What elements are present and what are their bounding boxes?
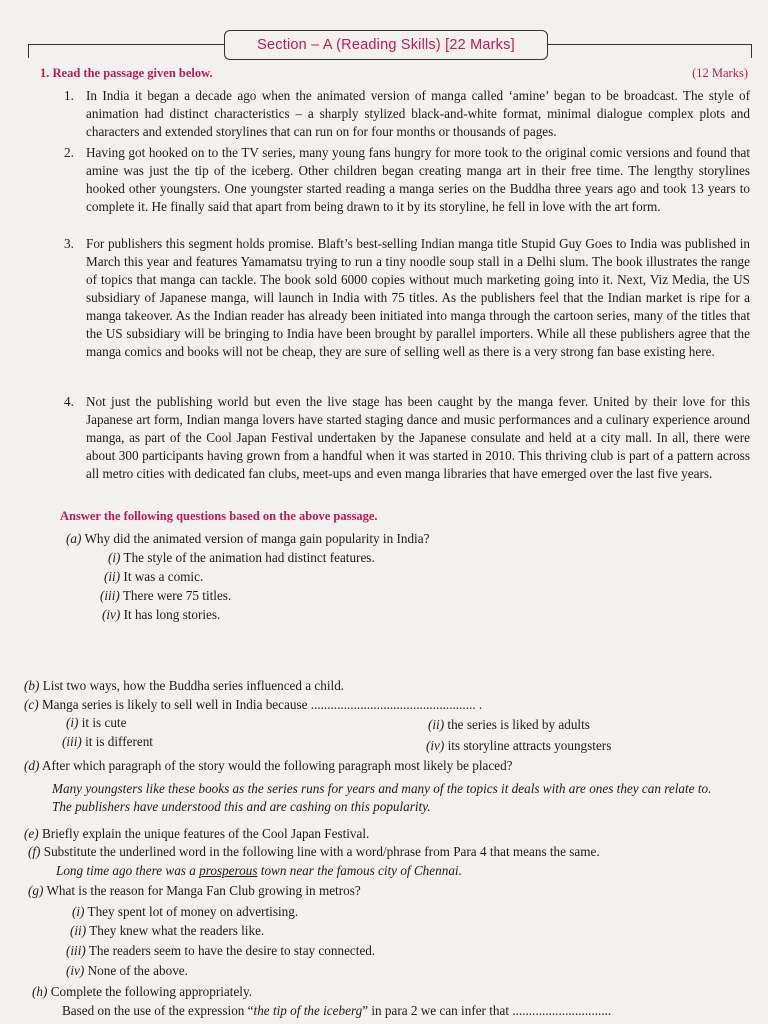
option-text: There were 75 titles. (122, 588, 232, 603)
option-label: (i) (66, 715, 79, 730)
option-label: (ii) (104, 569, 121, 584)
question-f-text: Substitute the underlined word in the following line with a word/phrase from Para 4 that means the same. (43, 844, 600, 859)
passage-paragraph-3 (64, 235, 750, 361)
option-label: (iv) (102, 607, 121, 622)
paragraph-text: In India it began a decade ago when the animated version of manga called ‘amine’ began to be broadcast. The style of animation had distinct characteristics – a sharply stylized black-and-white format, minimal dialogue complex plots and characters and extended storylines that can run on for four months or thousands of pages. (86, 88, 750, 139)
question-g (28, 882, 361, 900)
question-b (24, 677, 344, 695)
header-tick-left (28, 44, 29, 58)
question-f-line-start: Long time ago there was a (56, 863, 200, 878)
question-a (66, 530, 429, 548)
question-f-line-end: town near the famous city of Chennai. (257, 863, 462, 878)
paragraph-number: 2. (64, 145, 74, 160)
question-a-label: (a) (66, 531, 82, 546)
question-c-text: Manga series is likely to sell well in India because .................................................. . (41, 697, 483, 712)
question-e (24, 825, 369, 843)
section-title-box (224, 30, 548, 60)
question-heading (40, 66, 748, 81)
question-d-text: After which paragraph of the story would the following paragraph most likely be placed? (41, 758, 513, 773)
option-label: (i) (108, 550, 121, 565)
question-e-label: (e) (24, 826, 39, 841)
option-label: (i) (72, 904, 85, 919)
option-g-ii[interactable] (70, 922, 264, 940)
option-c-iii[interactable] (62, 733, 153, 751)
paragraph-number: 3. (64, 236, 74, 251)
question-f-line (56, 862, 462, 880)
question-d-label: (d) (24, 758, 40, 773)
underlined-word: prosperous (199, 863, 258, 878)
option-text: The style of the animation had distinct features. (123, 550, 375, 565)
question-f (28, 843, 600, 861)
option-text: They knew what the readers like. (89, 923, 265, 938)
option-label: (iv) (66, 963, 85, 978)
question-c-label: (c) (24, 697, 39, 712)
option-text: it is cute (81, 715, 127, 730)
question-b-label: (b) (24, 678, 40, 693)
option-c-iv[interactable] (426, 737, 611, 755)
header-rule-left (28, 44, 224, 45)
section-title: Section – A (Reading Skills) [22 Marks] (257, 37, 515, 53)
option-a-i[interactable] (108, 549, 375, 567)
question-e-text: Briefly explain the unique features of the Cool Japan Festival. (41, 826, 370, 841)
question-h-text: Complete the following appropriately. (50, 984, 252, 999)
header-tick-right (751, 44, 752, 58)
option-text: None of the above. (87, 963, 188, 978)
option-g-iv[interactable] (66, 962, 188, 980)
passage-paragraph-4 (64, 393, 750, 483)
option-text: it is different (85, 734, 153, 749)
option-label: (iii) (62, 734, 82, 749)
option-label: (iv) (426, 738, 445, 753)
paragraph-text: For publishers this segment holds promise. Blaft’s best-selling Indian manga title Stupid Guy Goes to India was published in March this year and features Yamamatsu trying to run a tiny noodle soup stall in a Delhi slum. The book illustrates the range of topics that manga can tackle. The book sold 6000 copies without much marketing going into it. Next, Viz Media, the US subsidiary of Japanese manga, will launch in India with 75 titles. As the publishers feel that the Indian market is ripe for a manga takeover. As the Indian reader has already been initiated into manga through the cartoon series, many of the titles that the US subsidiary will be bringing to India have been brought by parallel importers. While all these publishers agree that the manga comics and books will not be cheap, they are sure of selling well as there is a very strong fan base existing here. (86, 236, 750, 359)
option-a-ii[interactable] (104, 568, 203, 586)
question-g-label: (g) (28, 883, 44, 898)
option-g-i[interactable] (72, 903, 298, 921)
paragraph-text: Having got hooked on to the TV series, many young fans hungry for more took to the original comic versions and found that amine was just the tip of the iceberg. Other children began creating manga art in their free time. The lengthy storylines hooked other youngsters. One youngster started reading a manga series on the Buddha three years ago and took 13 years to complete it. He finally said that apart from being drawn to it by its storyline, he fell in love with the art form. (86, 145, 750, 214)
question-a-text: Why did the animated version of manga gain popularity in India? (84, 531, 430, 546)
paragraph-number: 4. (64, 394, 74, 409)
paragraph-number: 1. (64, 88, 74, 103)
option-label: (ii) (428, 717, 445, 732)
question-h-line-end: ” in para 2 we can infer that .............................. (362, 1003, 612, 1018)
option-label: (ii) (70, 923, 87, 938)
question-h-line-start: Based on the use of the expression “ (62, 1003, 254, 1018)
paragraph-text: Not just the publishing world but even the live stage has been caught by the manga fever. United by their love for this Japanese art form, Indian manga lovers have started staging dance and music performances and a culinary experience around manga, as part of the Cool Japan Festival undertaken by the Japanese consulate and held at a city mall. In all, there were about 300 participants having grown from a handful when it was started in 2010. This thriving club is part of a pattern across all metro cities with dedicated fan clubs, meet-ups and even manga libraries that have emerged over the last five years. (86, 394, 750, 481)
question-d-quote: Many youngsters like these books as the series runs for years and many of the topics it deals with are ones they can relate to. The publishers have understood this and are cashing on this popularity. (52, 781, 712, 814)
passage-paragraph-2 (64, 144, 750, 216)
question-c (24, 696, 482, 714)
option-text: the series is liked by adults (447, 717, 590, 732)
passage-paragraph-1 (64, 87, 750, 141)
option-text: The readers seem to have the desire to stay connected. (88, 943, 376, 958)
question-d (24, 757, 513, 775)
question-h-quote: the tip of the iceberg (253, 1003, 363, 1018)
header-rule-right (546, 44, 752, 45)
question-f-label: (f) (28, 844, 41, 859)
option-a-iii[interactable] (100, 587, 231, 605)
option-g-iii[interactable] (66, 942, 375, 960)
option-label: (iii) (66, 943, 86, 958)
instruction-text: Answer the following questions based on the above passage. (60, 509, 378, 523)
question-b-text: List two ways, how the Buddha series influenced a child. (42, 678, 345, 693)
option-c-i[interactable] (66, 714, 126, 732)
option-c-ii[interactable] (428, 716, 590, 734)
option-text: It has long stories. (123, 607, 221, 622)
option-label: (iii) (100, 588, 120, 603)
option-text: It was a comic. (123, 569, 204, 584)
option-a-iv[interactable] (102, 606, 220, 624)
option-text: its storyline attracts youngsters (447, 738, 612, 753)
option-text: They spent lot of money on advertising. (87, 904, 299, 919)
question-label: 1. Read the passage given below. (40, 66, 213, 80)
question-h (32, 983, 252, 1001)
question-h-label: (h) (32, 984, 48, 999)
question-g-text: What is the reason for Manga Fan Club growing in metros? (46, 883, 361, 898)
question-h-line (62, 1002, 611, 1020)
marks-label: (12 Marks) (692, 66, 748, 80)
